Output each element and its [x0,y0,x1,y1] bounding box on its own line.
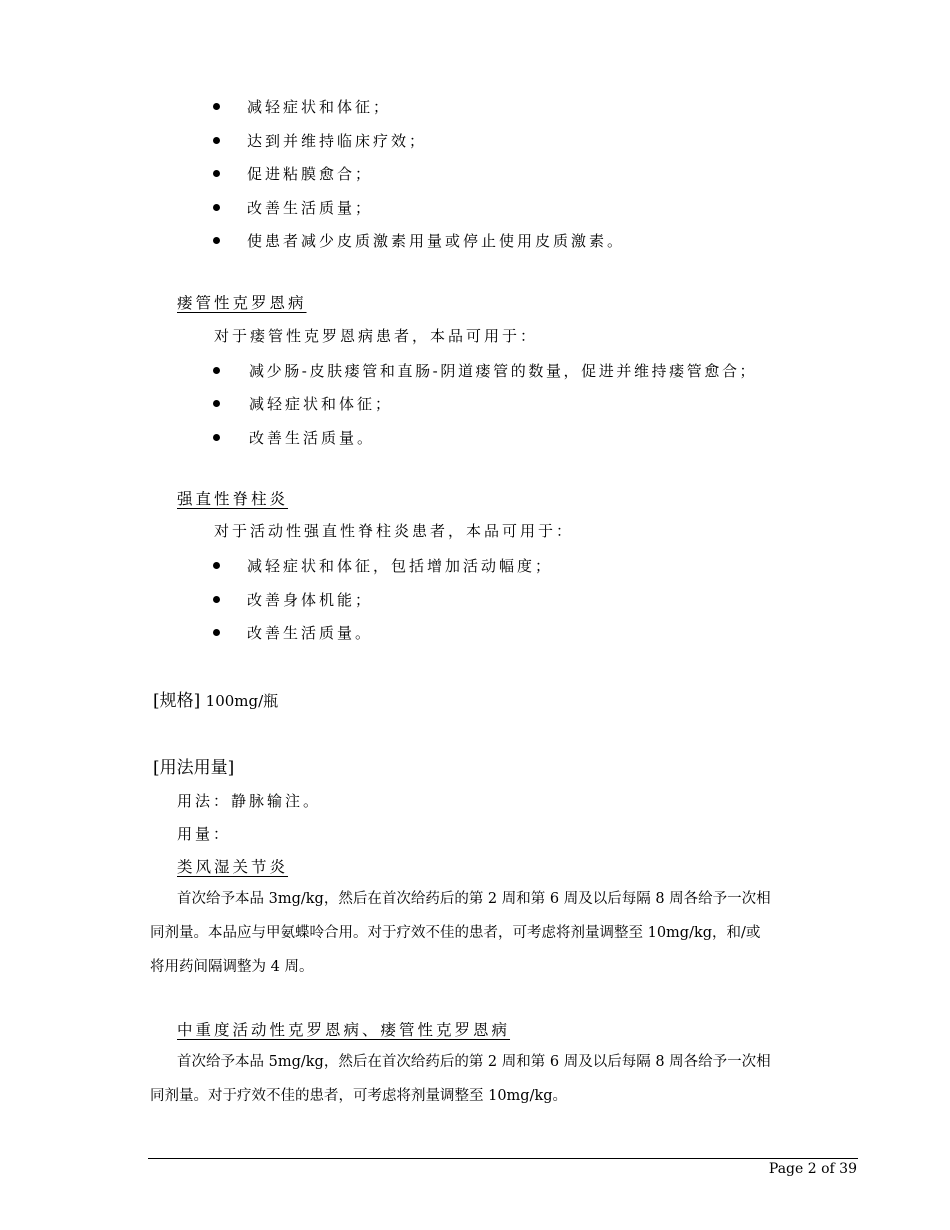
dosage-usage: 用法：静脉输注。 [177,792,322,810]
bullet-icon [213,137,220,144]
bullet-text: 使患者减少皮质激素用量或停止使用皮质激素。 [247,231,626,250]
spec-line [153,686,278,711]
dosage-label: [用法用量] [153,758,235,778]
fistula-intro: 对于瘘管性克罗恩病患者，本品可用于： [214,327,539,345]
spec-value: 100mg/瓶 [205,692,279,710]
page-number: Page 2 of 39 [768,1161,857,1177]
bullet-text: 达到并维持临床疗效； [247,131,428,150]
bullet-text: 减轻症状和体征，包括增加活动幅度； [247,556,554,575]
bullet-icon [213,204,220,211]
ra-line-2: 同剂量。本品应与甲氨蝶呤合用。对于疗效不佳的患者，可考虑将剂量调整至 10mg/kg，和/或 [150,925,761,941]
ra-line-1: 首次给予本品 3mg/kg，然后在首次给药后的第 2 周和第 6 周及以后每隔 8 周各给予一次相 [177,891,771,907]
ra-line-3: 将用药间隔调整为 4 周。 [150,959,314,975]
bullet-text: 改善生活质量。 [247,623,374,642]
bullet-text: 减轻症状和体征； [247,97,392,116]
crohn-line-2: 同剂量。对于疗效不佳的患者，可考虑将剂量调整至 10mg/kg。 [150,1088,568,1104]
ra-heading: 类风湿关节炎 [177,858,289,876]
bullet-icon [213,562,220,569]
footer-divider [148,1158,858,1159]
bullet-icon [213,237,220,244]
bullet-text: 改善身体机能； [247,590,374,609]
bullet-icon [213,629,220,636]
bullet-icon [213,596,220,603]
bullet-icon [213,434,220,441]
bullet-text: 改善生活质量； [247,198,374,217]
bullet-text: 减少肠-皮肤瘘管和直肠-阴道瘘管的数量，促进并维持瘘管愈合； [249,361,758,380]
bullet-text: 促进粘膜愈合； [247,164,374,183]
fistula-heading: 瘘管性克罗恩病 [177,294,307,312]
bullet-icon [213,103,220,110]
bullet-text: 改善生活质量。 [249,428,376,447]
bullet-icon [213,367,220,374]
spec-label: [规格] [153,691,201,711]
dosage-amount: 用量： [177,825,232,843]
as-intro: 对于活动性强直性脊柱炎患者，本品可用于： [214,522,575,540]
as-heading: 强直性脊柱炎 [177,490,289,508]
bullet-icon [213,170,220,177]
crohn-line-1: 首次给予本品 5mg/kg，然后在首次给药后的第 2 周和第 6 周及以后每隔 8 周各给予一次相 [177,1054,771,1070]
bullet-icon [213,400,220,407]
bullet-text: 减轻症状和体征； [249,394,394,413]
crohn-heading: 中重度活动性克罗恩病、瘘管性克罗恩病 [177,1021,511,1039]
